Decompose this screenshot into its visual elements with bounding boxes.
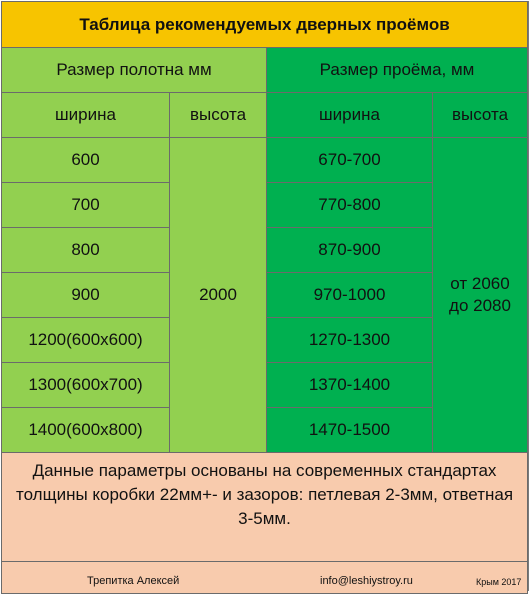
opening-size-header: Размер проёма, мм [267, 48, 528, 93]
leaf-height-value: 2000 [170, 138, 267, 453]
footer-place-year: Крым 2017 [476, 577, 522, 587]
opening-width-cell: 1270-1300 [267, 318, 433, 363]
opening-width-cell: 1470-1500 [267, 408, 433, 453]
leaf-width-cell: 1300(600х700) [2, 363, 170, 408]
opening-height-header: высота [433, 93, 528, 138]
leaf-width-cell: 1400(600х800) [2, 408, 170, 453]
leaf-width-cell: 600 [2, 138, 170, 183]
opening-width-cell: 670-700 [267, 138, 433, 183]
opening-height-value [433, 138, 528, 453]
leaf-width-cell: 1200(600х600) [2, 318, 170, 363]
table-row [2, 138, 528, 183]
leaf-width-cell: 900 [2, 273, 170, 318]
table-title: Таблица рекомендуемых дверных проёмов [2, 2, 528, 48]
opening-height-line1: от 2060 [450, 274, 510, 293]
opening-height-line2: до 2080 [449, 296, 511, 315]
door-openings-table [1, 1, 528, 594]
leaf-width-header: ширина [2, 93, 170, 138]
opening-width-header: ширина [267, 93, 433, 138]
leaf-size-header: Размер полотна мм [2, 48, 267, 93]
footer [2, 562, 528, 594]
opening-width-cell: 1370-1400 [267, 363, 433, 408]
opening-width-cell: 770-800 [267, 183, 433, 228]
footer-author: Трепитка Алексей [87, 575, 180, 587]
note-text: Данные параметры основаны на современных стандартах толщины коробки 22мм+- и зазоров: петлевая 2-3мм, ответная 3-5мм. [2, 453, 528, 562]
opening-width-cell: 970-1000 [267, 273, 433, 318]
leaf-width-cell: 700 [2, 183, 170, 228]
footer-email: info@leshiystroy.ru [320, 575, 413, 587]
leaf-height-header: высота [170, 93, 267, 138]
leaf-width-cell: 800 [2, 228, 170, 273]
opening-width-cell: 870-900 [267, 228, 433, 273]
